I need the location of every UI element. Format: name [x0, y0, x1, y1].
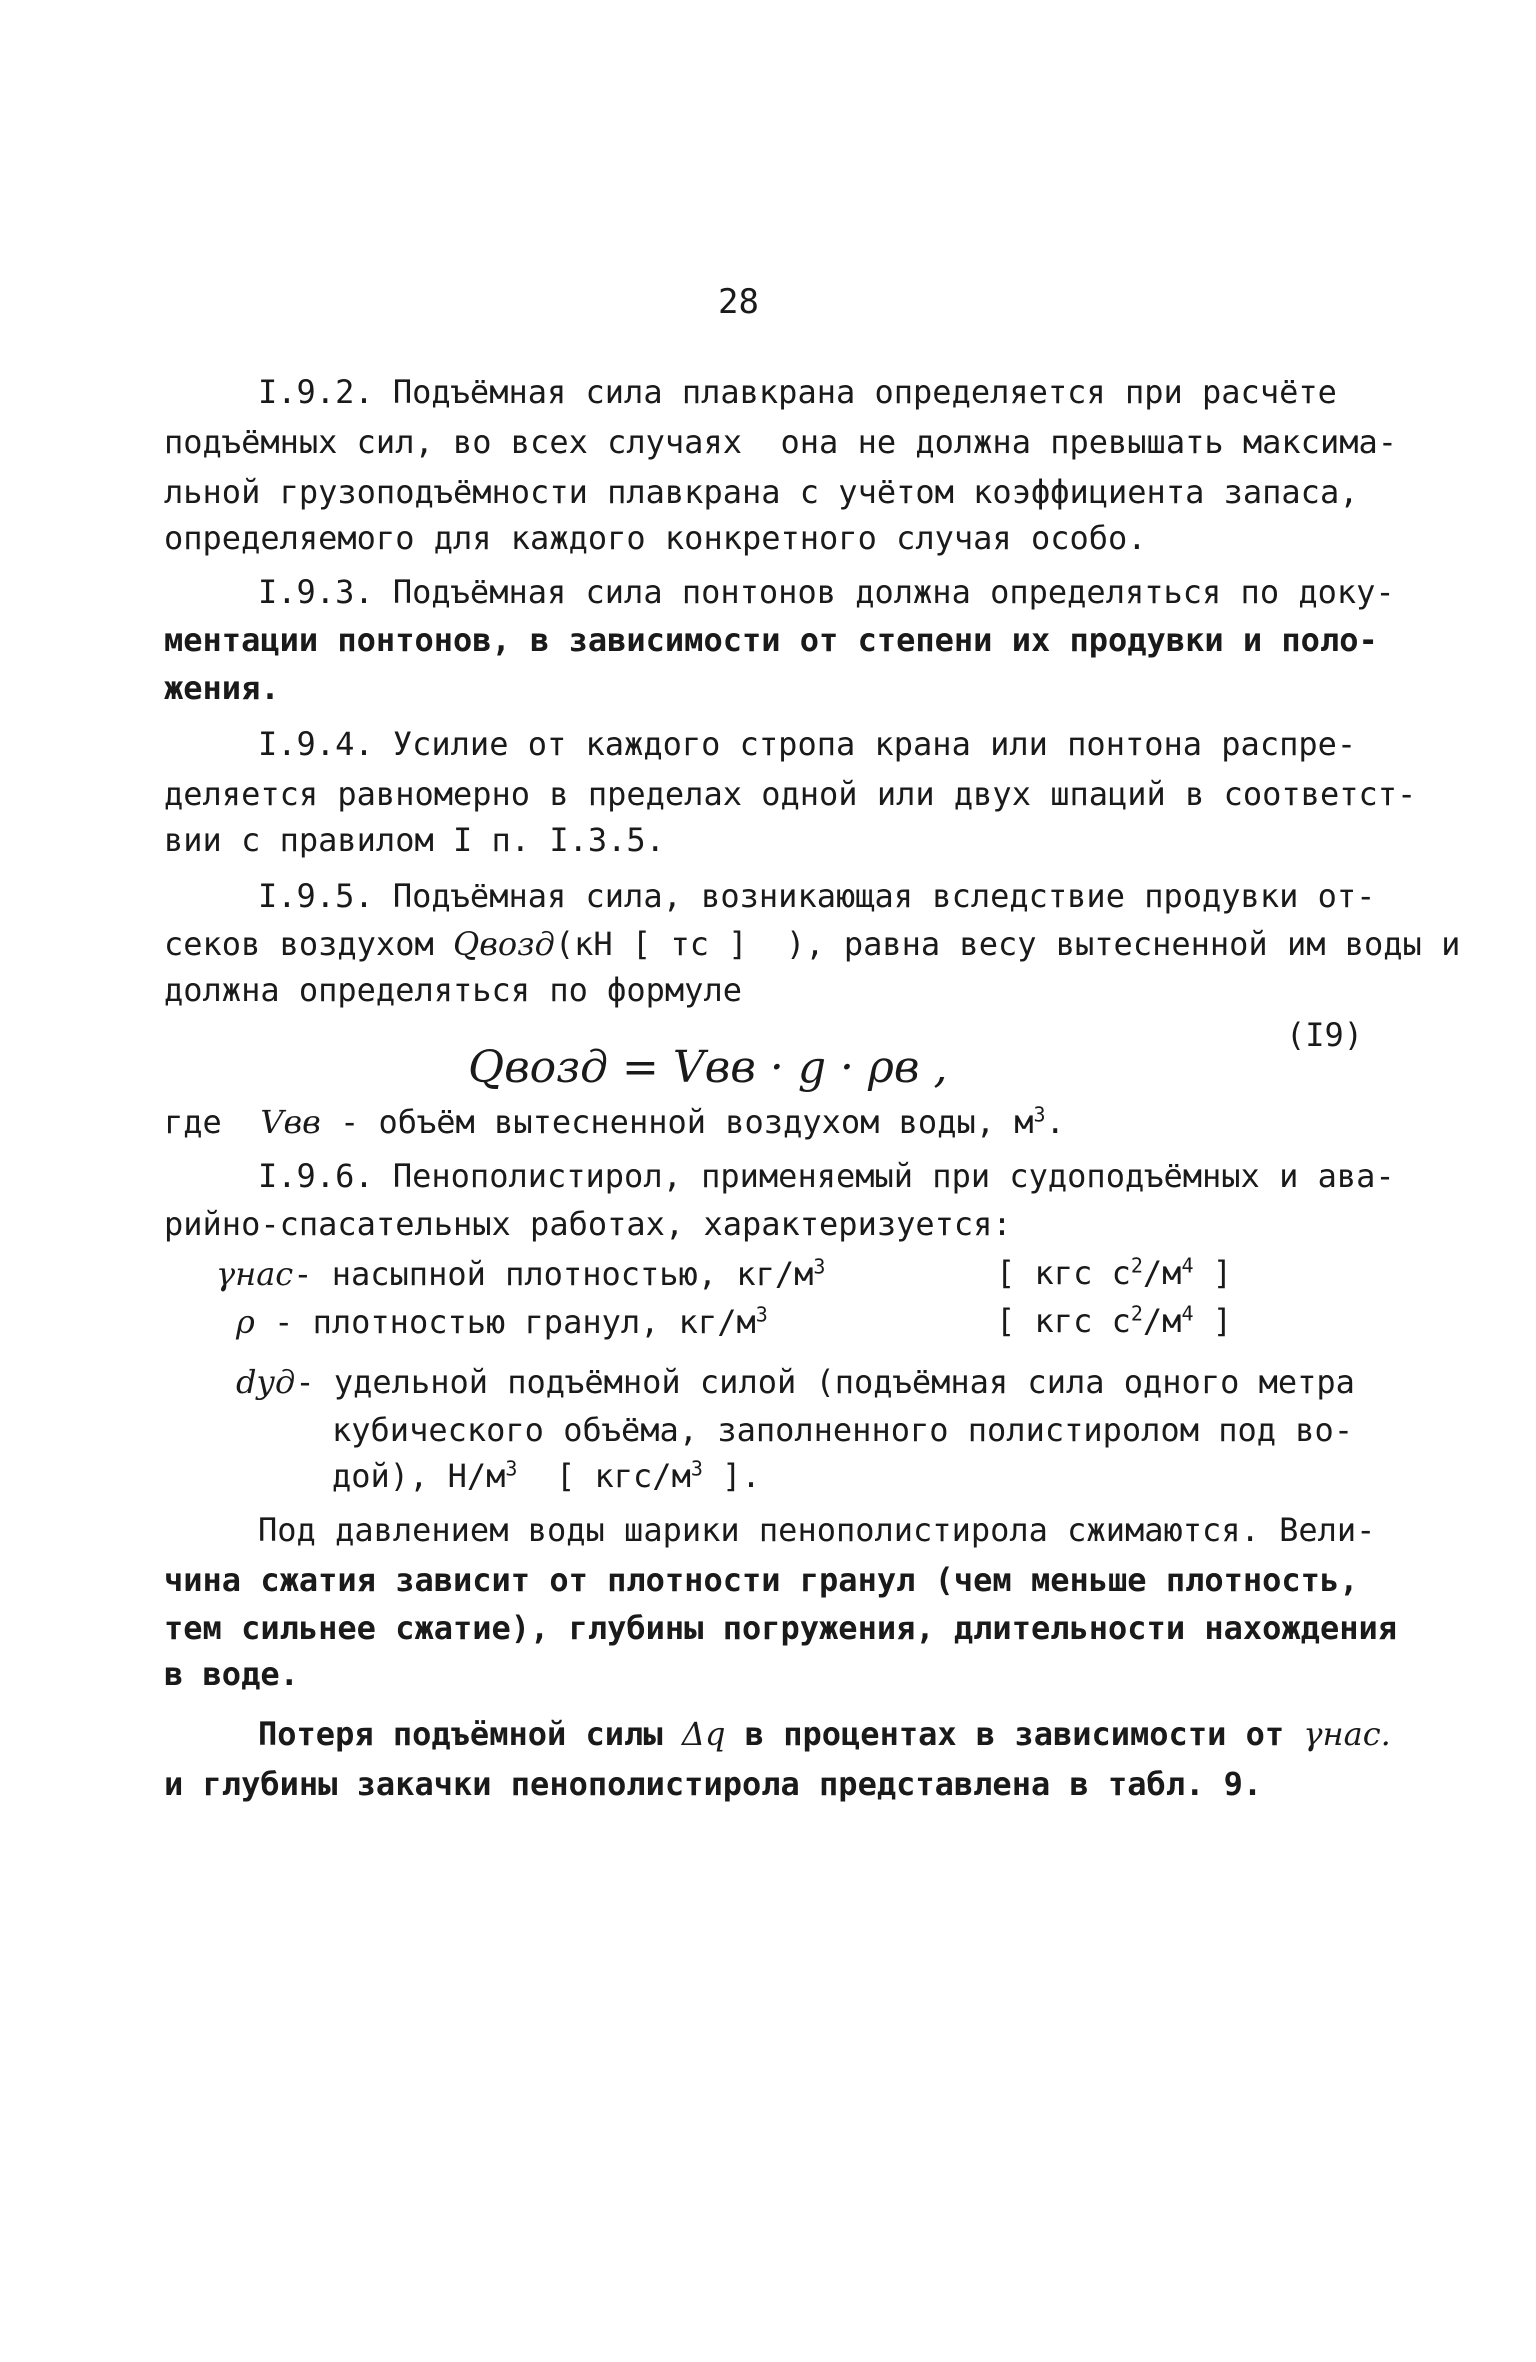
rho-unit-a: [ кгс с — [996, 1302, 1131, 1340]
gamma-unit-a: [ кгс с — [996, 1254, 1131, 1292]
where-sup: 3 — [1033, 1102, 1046, 1127]
p193-line-3: жения. — [164, 669, 280, 707]
rho-unit-end: ] — [1193, 1302, 1233, 1340]
p192-line-1: I.9.2. Подъёмная сила плавкрана определяется при расчёте — [258, 373, 1337, 411]
rho-unit-sup2: 4 — [1181, 1301, 1194, 1326]
formula-19: Qвозд = Vвв · g · ρв , — [468, 1042, 948, 1093]
p194-line-3: вии с правилом I п. I.3.5. — [164, 821, 665, 859]
rho-unit — [996, 1302, 1232, 1340]
gamma-unit — [996, 1254, 1232, 1292]
d-line-3 — [332, 1456, 761, 1496]
d-line-2: кубического объёма, заполненного полистиролом под во- — [332, 1411, 1354, 1449]
p197-line-4: в воде. — [164, 1655, 299, 1693]
p195-line-3: должна определяться по формуле — [164, 971, 742, 1009]
p198-line-1a: Потеря подъёмной силы — [258, 1715, 682, 1753]
p193-line-1: I.9.3. Подъёмная сила понтонов должна определяться по доку- — [258, 573, 1395, 611]
rho-unit-mid: /м — [1142, 1302, 1182, 1340]
gamma-sup: 3 — [813, 1254, 826, 1279]
p195-line-2b: (кН [ тс ] ), равна весу вытесненной им воды и — [554, 925, 1461, 963]
v-symbol: Vвв — [260, 1103, 321, 1141]
p198-line-1 — [258, 1714, 1391, 1754]
p194-line-1: I.9.4. Усилие от каждого стропа крана или понтона распре- — [258, 725, 1357, 763]
p198-line-2: и глубины закачки пенополистирола представлена в табл. 9. — [164, 1765, 1263, 1803]
p194-line-2: деляется равномерно в пределах одной или двух шпаций в соответст- — [164, 775, 1417, 813]
gamma-symbol: γнас — [216, 1255, 294, 1293]
rho-text: - плотностью гранул, кг/м — [254, 1303, 756, 1341]
p196-line-2: рийно-спасательных работах, характеризуется: — [164, 1205, 1012, 1243]
delta-q-symbol: Δq — [681, 1715, 726, 1753]
d-line-3-sup: 3 — [505, 1456, 518, 1481]
equation-number: (I9) — [1286, 1016, 1364, 1054]
p196-line-1: I.9.6. Пенополистирол, применяемый при судоподъёмных и ава- — [258, 1157, 1395, 1195]
rho-symbol: ρ — [236, 1303, 255, 1341]
p197-line-1: Под давлением воды шарики пенополистирола сжимаются. Вели- — [258, 1511, 1376, 1549]
where-end: . — [1045, 1103, 1065, 1141]
p197-line-2: чина сжатия зависит от плотности гранул (чем меньше плотность, — [164, 1561, 1359, 1599]
p192-line-3: льной грузоподъёмности плавкрана с учётом коэффициента запаса, — [164, 473, 1359, 511]
p192-line-4: определяемого для каждого конкретного случая особо. — [164, 519, 1147, 557]
p193-line-2: ментации понтонов, в зависимости от степени их продувки и поло- — [164, 621, 1378, 659]
rho-sup: 3 — [755, 1302, 768, 1327]
p197-line-3: тем сильнее сжатие), глубины погружения, длительности нахождения — [164, 1609, 1397, 1647]
where-prefix: где — [164, 1103, 261, 1141]
gamma-unit-end: ] — [1193, 1254, 1233, 1292]
d-line-3b: [ кгс/м — [517, 1457, 691, 1495]
d-line-1 — [236, 1362, 1355, 1402]
gamma-nas-symbol: γнас. — [1303, 1715, 1391, 1753]
p195-line-1: I.9.5. Подъёмная сила, возникающая вследствие продувки от- — [258, 877, 1376, 915]
d-text-1: - удельной подъёмной силой (подъёмная сила одного метра — [295, 1363, 1355, 1401]
rho-unit-sup1: 2 — [1130, 1301, 1143, 1326]
where-line — [164, 1102, 1065, 1142]
page-number: 28 — [718, 282, 759, 322]
d-symbol: dуд — [236, 1363, 296, 1401]
p195-line-2a: секов воздухом — [164, 925, 453, 963]
d-line-3a: дой), Н/м — [332, 1457, 506, 1495]
gamma-unit-sup1: 2 — [1130, 1253, 1143, 1278]
gamma-unit-sup2: 4 — [1181, 1253, 1194, 1278]
gamma-text: - насыпной плотностью, кг/м — [293, 1255, 814, 1293]
q-air-symbol: Qвозд — [452, 925, 555, 963]
gamma-line — [216, 1254, 825, 1294]
where-text: - объём вытесненной воздухом воды, м — [320, 1103, 1034, 1141]
p198-line-1b: в процентах в зависимости от — [725, 1715, 1304, 1753]
rho-line — [236, 1302, 768, 1342]
p192-line-2: подъёмных сил, во всех случаях она не должна превышать максима- — [164, 423, 1397, 461]
p195-line-2 — [164, 924, 1460, 964]
d-line-3c: ]. — [702, 1457, 761, 1495]
d-line-3-sup2: 3 — [690, 1456, 703, 1481]
gamma-unit-mid: /м — [1142, 1254, 1182, 1292]
